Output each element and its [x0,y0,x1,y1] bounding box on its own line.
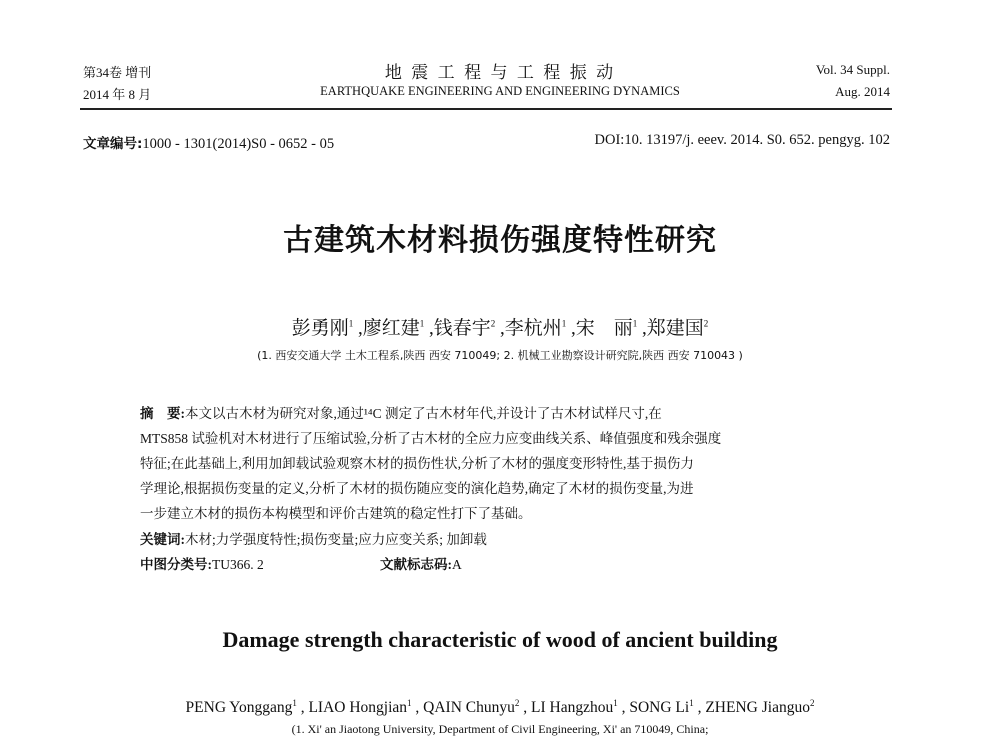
author-affiliation-mark: 1 [613,698,618,708]
author-affiliation-mark: 1 [689,698,694,708]
author-affiliation-mark: 2 [490,318,496,329]
doc-code-value: A [452,557,462,572]
author: 宋 丽$^1$ [575,318,638,339]
classification [140,553,860,573]
keywords-value: 木材;力学强度特性;损伤变量;应力应变关系; 加卸载 [185,532,487,547]
authors-en: PENG Yonggang$^1$ , LIAO Hongjian$^1$ , QAIN Chunyu$^2$ , LI Hangzhou$^1$ , SONG Li$^1$ , ZHENG Jianguo$^2$ [185,698,815,717]
article-number-value: 1000 - 1301(2014)S0 - 0652 - 05 [142,136,335,152]
date-en: Aug. 2014 [835,84,890,99]
affiliation-cn: (1. 西安交通大学 土木工程系,陕西 西安 710049; 2. 机械工业勘察设计研究院,陕西 西安 710043 ) [257,349,743,362]
author: LI Hangzhou$^1$ [531,698,618,717]
author: 廖红建$^1$ [362,318,425,339]
journal-title-en: EARTHQUAKE ENGINEERING AND ENGINEERING DYNAMICS [320,84,680,98]
affiliation-en: (1. Xi' an Jiaotong University, Department of Civil Engineering, Xi' an 710049, China; [291,722,709,736]
author-affiliation-mark: 1 [561,318,567,329]
keywords-label: 关键词: [140,532,185,547]
author: SONG Li$^1$ [629,698,694,717]
article-number [83,132,334,153]
abstract-line: 一步建立木材的损伤本构模型和评价古建筑的稳定性打下了基础。 [140,506,532,521]
abstract-line: 摘 要:本文以古木材为研究对象,通过¹⁴C 测定了古木材年代,并设计了古木材试样尺寸,在 [140,406,662,421]
author-affiliation-mark: 2 [703,318,709,329]
abstract-line: MTS858 试验机对木材进行了压缩试验,分析了古木材的全应力应变曲线关系、峰值强度和残余强度 [140,431,722,446]
author: ZHENG Jianguo$^2$ [705,698,815,717]
abstract-label: 摘 要: [140,406,185,421]
volume-en: Vol. 34 Suppl. [815,62,890,77]
author: LIAO Hongjian$^1$ [308,698,412,717]
abstract-line: 学理论,根据损伤变量的定义,分析了木材的损伤随应变的演化趋势,确定了木材的损伤变量,为进 [140,481,694,496]
author: 钱春宇$^2$ [433,318,496,339]
author-affiliation-mark: 1 [632,318,638,329]
author: 郑建国$^2$ [646,318,709,339]
author: QAIN Chunyu$^2$ [423,698,520,717]
abstract [140,401,860,526]
clc-value: TU366. 2 [212,557,264,572]
author-affiliation-mark: 2 [809,698,815,708]
journal-title-cn: 地 震 工 程 与 工 程 振 动 [384,63,616,83]
authors-cn: 彭勇刚$^1$ ,廖红建$^1$ ,钱春宇$^2$ ,李杭州$^1$ ,宋 丽$^1$ ,郑建国$^2$ [291,318,709,339]
article-number-label: 文章编号: [83,136,143,152]
author: 彭勇刚$^1$ [291,318,354,339]
author-affiliation-mark: 1 [292,698,297,708]
volume-cn: 第34卷 增刊 [83,65,152,80]
author-affiliation-mark: 1 [348,318,354,329]
author-affiliation-mark: 1 [419,318,425,329]
author: 李杭州$^1$ [504,318,567,339]
title-cn: 古建筑木材料损伤强度特性研究 [283,223,717,258]
doc-code-label: 文献标志码: [380,557,452,572]
header-rule [80,108,892,110]
author-affiliation-mark: 2 [514,698,520,708]
keywords [140,528,860,548]
date-cn: 2014 年 8 月 [83,87,152,102]
abstract-line: 特征;在此基础上,利用加卸载试验观察木材的损伤性状,分析了木材的强度变形特性,基于损伤力 [140,456,694,471]
doi: DOI:10. 13197/j. eeev. 2014. S0. 652. pengyg. 102 [594,132,890,148]
author-affiliation-mark: 1 [407,698,412,708]
clc-label: 中图分类号: [140,557,212,572]
title-en: Damage strength characteristic of wood of ancient building [222,627,778,652]
author: PENG Yonggang$^1$ [185,698,297,717]
